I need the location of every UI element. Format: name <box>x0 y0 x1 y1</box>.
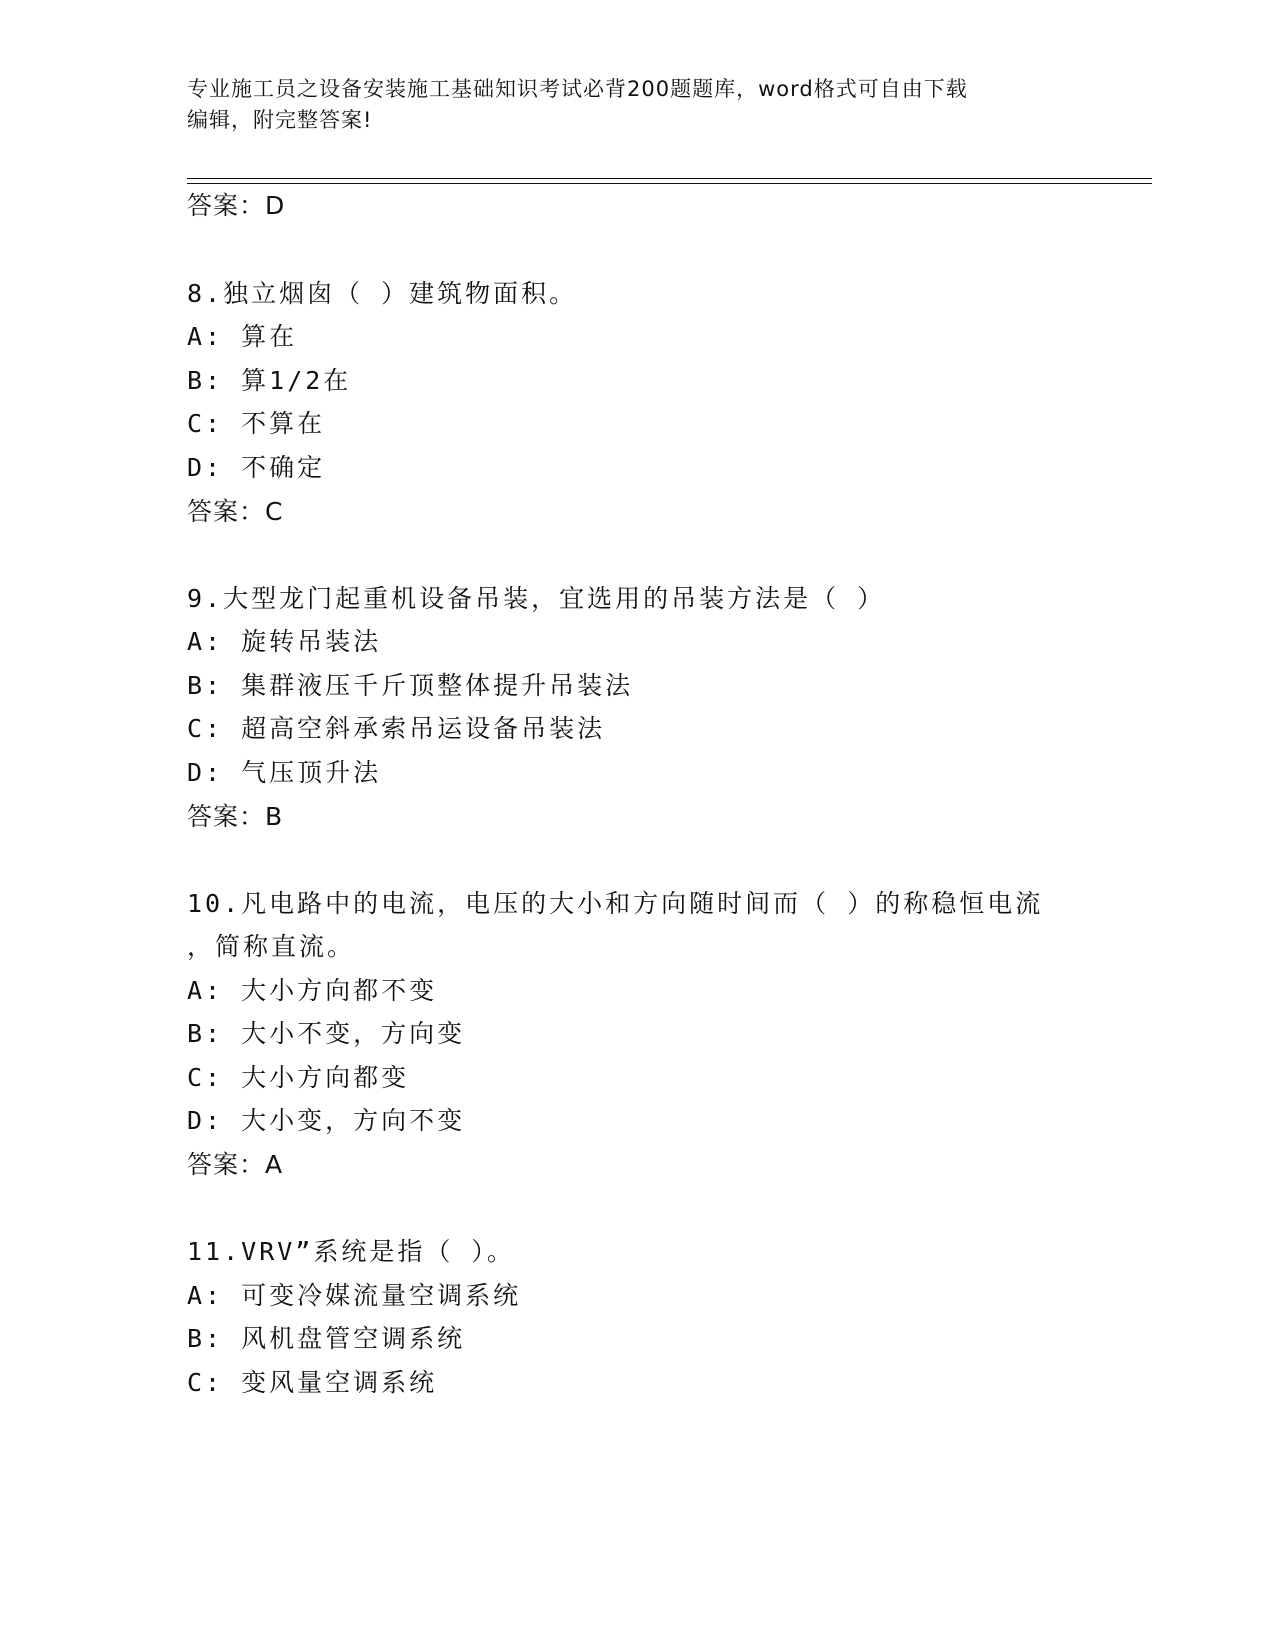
question-10-option-b: B: 大小不变，方向变 <box>187 1019 466 1048</box>
question-8-stem: 8.独立烟囱（ ）建筑物面积。 <box>187 279 578 308</box>
previous-answer: 答案：D <box>187 191 286 220</box>
document-header <box>187 74 1067 136</box>
question-8-option-d: D: 不确定 <box>187 453 326 482</box>
header-rule-top <box>187 178 1152 179</box>
question-8-answer: 答案：C <box>187 497 284 526</box>
question-10-option-a: A: 大小方向都不变 <box>187 976 438 1005</box>
question-10-option-c: C: 大小方向都变 <box>187 1063 410 1092</box>
question-8-option-a: A: 算在 <box>187 322 298 351</box>
question-11-option-c: C: 变风量空调系统 <box>187 1368 438 1397</box>
question-9-answer: 答案：B <box>187 802 284 831</box>
header-line-2: 编辑，附完整答案! <box>187 108 373 132</box>
question-11-option-b: B: 风机盘管空调系统 <box>187 1324 466 1353</box>
question-11-stem: 11.VRV”系统是指（ ）。 <box>187 1237 515 1266</box>
question-9-option-b: B: 集群液压千斤顶整体提升吊装法 <box>187 671 634 700</box>
question-9-option-c: C: 超高空斜承索吊运设备吊装法 <box>187 714 606 743</box>
header-line-1: 专业施工员之设备安装施工基础知识考试必背200题题库，word格式可自由下载 <box>187 77 968 101</box>
question-10-stem-continued: ，简称直流。 <box>187 932 356 961</box>
question-10-stem: 10.凡电路中的电流，电压的大小和方向随时间而（ ）的称稳恒电流 <box>187 889 1044 918</box>
question-9-option-d: D: 气压顶升法 <box>187 758 382 787</box>
question-9-option-a: A: 旋转吊装法 <box>187 627 382 656</box>
question-8-option-b: B: 算1/2在 <box>187 366 352 395</box>
question-10-answer: 答案：A <box>187 1150 284 1179</box>
question-8-option-c: C: 不算在 <box>187 409 326 438</box>
question-9-stem: 9.大型龙门起重机设备吊装，宜选用的吊装方法是（ ） <box>187 584 886 613</box>
question-10-option-d: D: 大小变，方向不变 <box>187 1106 466 1135</box>
question-11-option-a: A: 可变冷媒流量空调系统 <box>187 1281 522 1310</box>
header-rule-bottom <box>187 183 1152 184</box>
